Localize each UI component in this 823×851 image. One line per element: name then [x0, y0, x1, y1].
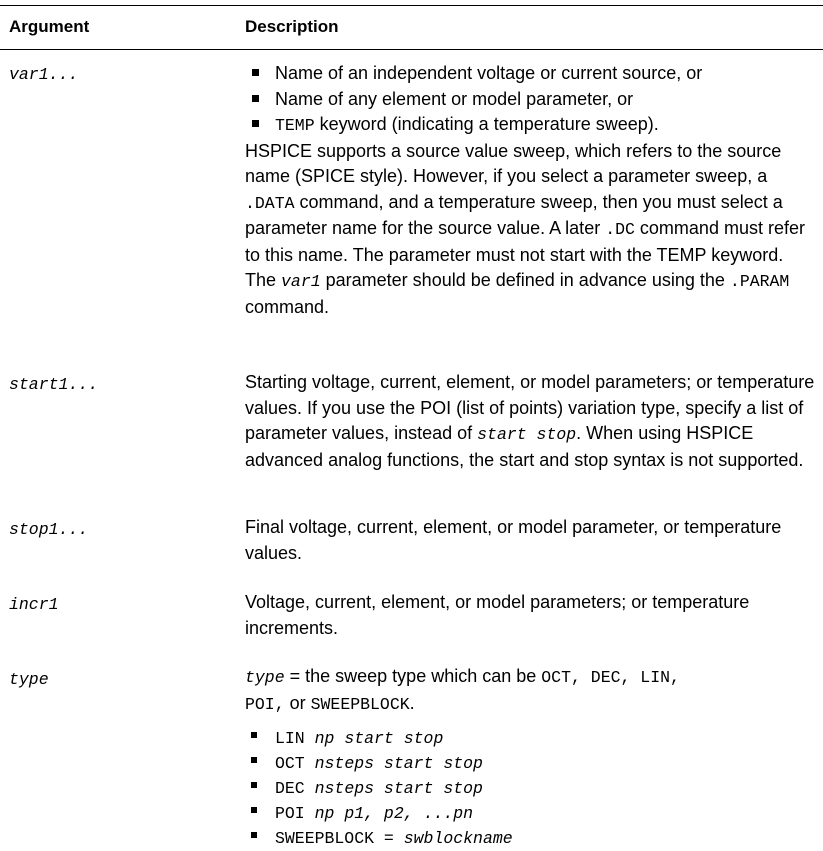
sweep-item-sweepblock — [245, 826, 817, 851]
sweep-item-lin — [245, 726, 817, 751]
sweep-kw: LIN — [275, 729, 305, 748]
code-start-stop: start stop — [477, 425, 577, 444]
var1-paragraph — [245, 139, 817, 321]
sweep-kw: DEC — [275, 779, 305, 798]
code-param-command: .PARAM — [729, 272, 790, 291]
sweep-item-dec — [245, 776, 817, 801]
bullet-element-parameter: Name of any element or model parameter, or — [245, 87, 817, 113]
arg-var1: var1... — [9, 65, 79, 84]
sweep-item-oct — [245, 751, 817, 776]
sweep-args: np start stop — [304, 729, 444, 748]
sweep-item-poi — [245, 801, 817, 826]
type-intro — [245, 664, 817, 717]
header-bottom-rule — [0, 49, 823, 50]
var1-para-text-3: command must refer to this name. The parameter must not start with the TEMP keyword. The — [245, 218, 805, 290]
code-poi: POI, — [245, 694, 285, 714]
desc-incr1: Voltage, current, element, or model parameters; or temperature increments. — [245, 592, 750, 638]
temp-bullet-text: keyword (indicating a temperature sweep). — [314, 114, 659, 134]
type-text-2: or — [284, 692, 311, 713]
var1-para-text-2: command, and a temperature sweep, then you must select a parameter name for the source value. A later — [245, 191, 783, 238]
bullet-independent-source: Name of an independent voltage or current source, or — [245, 61, 817, 87]
arg-type: type — [9, 670, 49, 689]
code-temp: TEMP — [275, 116, 315, 135]
sweep-args: np p1, p2, ...pn — [304, 804, 474, 823]
var1-para-text-5: command. — [245, 296, 330, 317]
bullet-temp-keyword — [245, 112, 817, 139]
code-dc-command: .DC — [605, 220, 635, 239]
desc-start1 — [245, 370, 817, 473]
code-var1: var1 — [281, 272, 321, 291]
arg-start1: start1... — [9, 375, 99, 394]
table-top-rule — [0, 5, 823, 6]
sweep-args: swblockname — [403, 829, 513, 848]
desc-stop1: Final voltage, current, element, or model parameter, or temperature values. — [245, 517, 782, 563]
desc-type — [245, 664, 817, 851]
code-oct-dec-lin: OCT, DEC, LIN, — [541, 668, 680, 687]
arg-incr1: incr1 — [9, 595, 59, 614]
sweep-kw: POI — [275, 804, 305, 823]
arg-stop1: stop1... — [9, 520, 89, 539]
code-sweepblock: SWEEPBLOCK — [310, 694, 410, 714]
code-type: type — [245, 668, 285, 687]
header-description: Description — [245, 17, 339, 36]
sweep-kw: OCT — [275, 754, 305, 773]
type-text-1: = the sweep type which can be — [284, 666, 542, 686]
start1-text-2: . When using HSPICE advanced analog functions, the start and stop syntax is not supported. — [245, 423, 804, 470]
sweep-args: nsteps start stop — [304, 779, 483, 798]
var1-para-text-1: HSPICE supports a source value sweep, which refers to the source name (SPICE style). However, if you select a parameter sweep, a — [245, 140, 782, 186]
sweep-args: nsteps start stop — [304, 754, 483, 773]
desc-var1 — [245, 61, 817, 320]
header-argument: Argument — [9, 17, 90, 36]
start1-text-1: Starting voltage, current, element, or model parameters; or temperature values. If you use the POI (list of points) variation type, specify a list of parameter values, instead of — [245, 372, 815, 443]
var1-para-text-4: parameter should be defined in advance using the — [320, 270, 730, 290]
code-data-command: .DATA — [245, 193, 295, 213]
sweep-kw: SWEEPBLOCK = — [275, 829, 404, 848]
type-text-3: . — [409, 692, 415, 713]
